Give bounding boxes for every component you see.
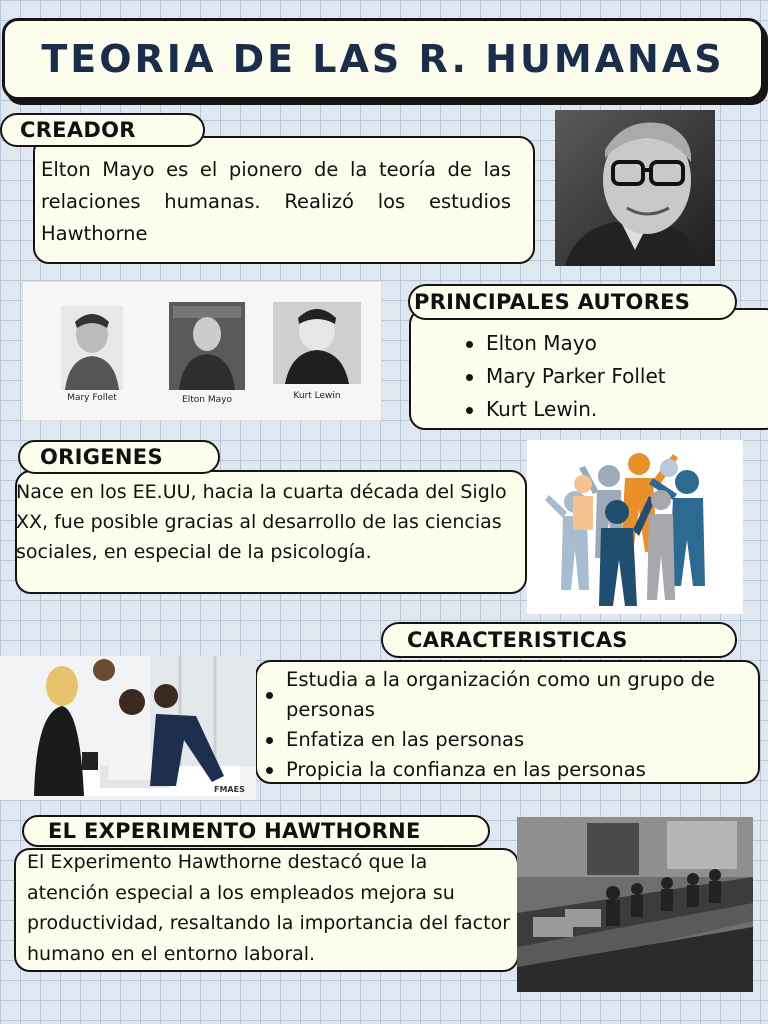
list-item: Enfatiza en las personas: [262, 725, 756, 755]
author-label-kurt-lewin: Kurt Lewin: [293, 391, 341, 401]
creador-text: Elton Mayo es el pionero de la teoría de las relaciones humanas. Realizó los estudios Hawthorne: [41, 158, 511, 245]
principales-heading: [408, 284, 737, 320]
experimento-text: El Experimento Hawthorne destacó que la atención especial a los empleados mejora su productividad, resaltando la importancia del factor humano en el entorno laboral.: [27, 851, 511, 965]
silhouettes-graphic: [527, 440, 743, 614]
title-banner: [2, 18, 764, 100]
author-label-mary-follet: Mary Follet: [67, 393, 117, 403]
principales-heading-label: PRINCIPALES AUTORES: [414, 289, 691, 314]
caracteristicas-heading: [381, 622, 737, 658]
caracteristicas-heading-label: CARACTERISTICAS: [407, 627, 628, 652]
elton-mayo-portrait: [555, 110, 715, 266]
list-item: Propicia la confianza en las personas: [262, 755, 756, 785]
portrait-graphic: [555, 110, 715, 266]
creador-heading: [0, 113, 205, 147]
origenes-text: Nace en los EE.UU, hacia la cuarta década del Siglo XX, fue posible gracias al desarrollo de las ciencias sociales, en especial de la psicología.: [16, 481, 507, 563]
caracteristicas-list: [262, 665, 756, 785]
office-team-photo: [0, 656, 256, 800]
experimento-heading-label: EL EXPERIMENTO HAWTHORNE: [48, 818, 421, 843]
office-graphic: [0, 656, 256, 800]
list-item: Elton Mayo: [462, 327, 666, 360]
author-label-elton-mayo: Elton Mayo: [182, 395, 232, 405]
list-item: Kurt Lewin.: [462, 393, 666, 426]
authors-photo-strip: [22, 281, 382, 421]
origenes-heading: [18, 440, 220, 474]
list-item: Mary Parker Follet: [462, 360, 666, 393]
creador-heading-label: CREADOR: [20, 117, 136, 142]
teamwork-illustration: [527, 440, 743, 614]
experimento-heading: [22, 815, 490, 847]
principales-list: [462, 327, 666, 426]
factory-graphic: [517, 817, 753, 992]
origenes-heading-label: ORIGENES: [40, 444, 163, 469]
list-item: Estudia a la organización como un grupo de personas: [262, 665, 756, 725]
page-title: TEORIA DE LAS R. HUMANAS: [41, 37, 725, 81]
office-photo-watermark: FMAES: [214, 785, 245, 794]
hawthorne-factory-photo: [517, 817, 753, 992]
